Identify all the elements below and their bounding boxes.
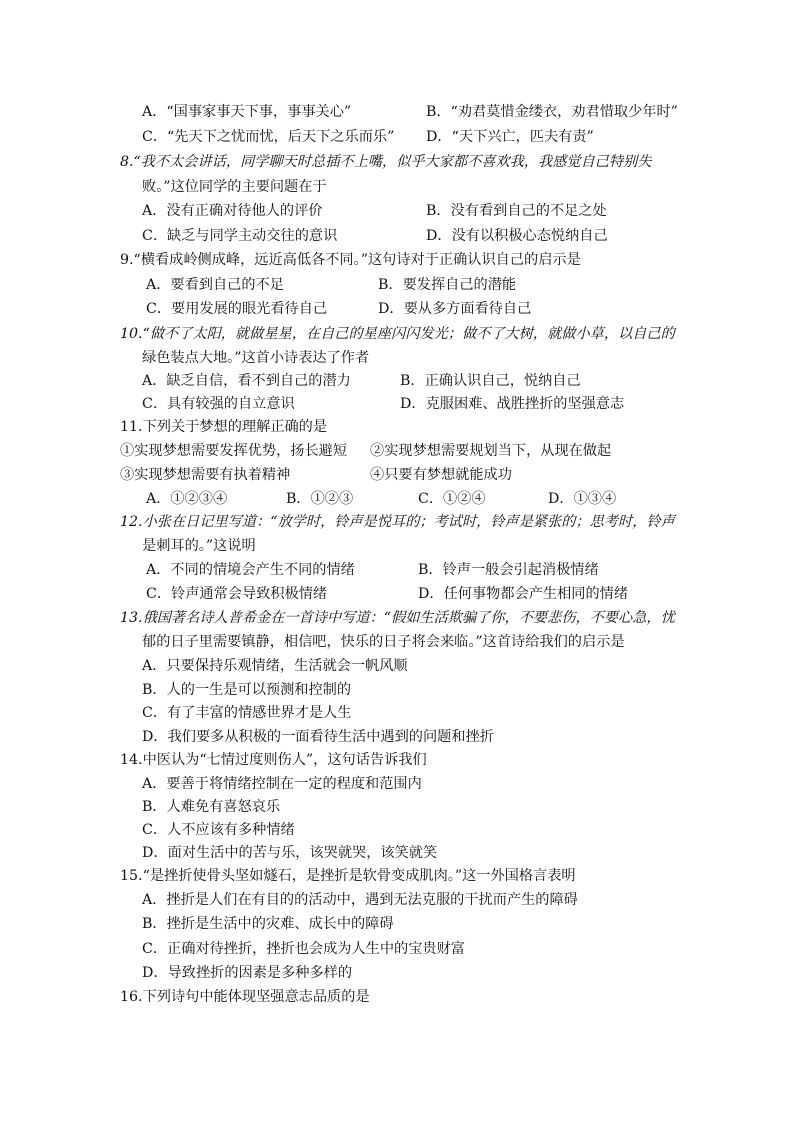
q14-stem: 14.中医认为“七情过度则伤人”，这句话告诉我们 [120, 752, 427, 768]
q10-stem-line1: 10.“做不了太阳，就做星星，在自己的星座闪闪发光；做不了大树，就做小草，以自己的 [120, 326, 675, 342]
q15-option-b: B．挫折是生活中的灾难、成长中的障碍 [142, 916, 394, 932]
q8-option-b: B．没有看到自己的不足之处 [426, 203, 607, 219]
q15-option-c: C．正确对待挫折，挫折也会成为人生中的宝贵财富 [142, 941, 465, 957]
q12-option-b: B．铃声一般会引起消极情绪 [418, 562, 599, 578]
q14-option-b: B．人难免有喜怒哀乐 [142, 799, 281, 815]
q13-option-d: D．我们要多从积极的一面看待生活中遇到的问题和挫折 [142, 729, 494, 745]
q7-option-c: C．“先天下之忧而忧，后天下之乐而乐” [142, 129, 395, 145]
q11-option-c: C．①②④ [418, 491, 486, 507]
q10-option-a: A．缺乏自信，看不到自己的潜力 [142, 373, 351, 389]
q11-statement-1: ①实现梦想需要发挥优势，扬长避短 [120, 443, 348, 459]
q9-option-c: C．要用发展的眼光看待自己 [146, 301, 328, 317]
q10-option-d: D．克服困难、战胜挫折的坚强意志 [400, 396, 625, 412]
q9-option-b: B．要发挥自己的潜能 [378, 277, 517, 293]
q11-statement-2: ②实现梦想需要规划当下，从现在做起 [370, 443, 612, 459]
q9-stem: 9.“横看成岭侧成峰，远近高低各不同。”这句诗对于正确认识自己的启示是 [120, 252, 581, 268]
q12-option-c: C．铃声通常会导致积极情绪 [146, 586, 328, 602]
q9-option-a: A．要看到自己的不足 [146, 277, 284, 293]
q8-option-a: A．没有正确对待他人的评价 [142, 203, 323, 219]
q12-stem-line2: 是刺耳的。”这说明 [142, 538, 256, 554]
q13-option-b: B．人的一生是可以预测和控制的 [142, 682, 352, 698]
q10-stem-line2: 绿色装点大地。”这首小诗表达了作者 [142, 350, 370, 366]
q13-stem-line1: 13.俄国著名诗人普希金在一首诗中写道：“假如生活欺骗了你，不要悲伤，不要心急，忧 [120, 610, 675, 626]
q15-stem: 15.“是挫折使骨头坚如燧石，是挫折是软骨变成肌肉。”这一外国格言表明 [120, 868, 576, 884]
q12-stem-line1: 12.小张在日记里写道：“放学时，铃声是悦耳的；考试时，铃声是紧张的；思考时，铃声 [120, 514, 675, 530]
q10-option-b: B．正确认识自己，悦纳自己 [400, 373, 581, 389]
q11-statement-3: ③实现梦想需要有执着精神 [120, 467, 291, 483]
q9-option-d: D．要从多方面看待自己 [378, 301, 532, 317]
q12-option-d: D．任何事物都会产生相同的情绪 [418, 586, 629, 602]
q11-stem: 11.下列关于梦想的理解正确的是 [120, 419, 328, 435]
q12-option-a: A．不同的情境会产生不同的情绪 [146, 562, 355, 578]
q14-option-d: D．面对生活中的苦与乐，该哭就哭，该笑就笑 [142, 845, 438, 861]
q15-option-d: D．导致挫折的因素是多种多样的 [142, 965, 353, 981]
q7-option-a: A．“国事家事天下事，事事关心” [142, 104, 352, 120]
q8-option-c: C．缺乏与同学主动交往的意识 [142, 228, 338, 244]
q11-option-a: A．①②③④ [146, 491, 228, 507]
q13-stem-line2: 郁的日子里需要镇静，相信吧，快乐的日子将会来临。”这首诗给我们的启示是 [142, 634, 625, 650]
q13-option-c: C．有了丰富的情感世界才是人生 [142, 705, 352, 721]
q11-option-d: D．①③④ [548, 491, 617, 507]
q15-option-a: A．挫折是人们在有目的的活动中，遇到无法克服的干扰而产生的障碍 [142, 892, 578, 908]
q16-stem: 16.下列诗句中能体现坚强意志品质的是 [120, 989, 370, 1005]
q11-option-b: B．①②③ [286, 491, 354, 507]
q13-option-a: A．只要保持乐观情绪，生活就会一帆风顺 [142, 658, 408, 674]
q7-option-b: B．“劝君莫惜金缕衣，劝君惜取少年时” [426, 104, 678, 120]
q7-option-d: D．“天下兴亡，匹夫有责” [426, 129, 594, 145]
q8-option-d: D．没有以积极心态悦纳自己 [426, 228, 608, 244]
q14-option-c: C．人不应该有多种情绪 [142, 822, 295, 838]
q8-stem-line2: 败。”这位同学的主要问题在于 [142, 179, 327, 195]
q10-option-c: C．具有较强的自立意识 [142, 396, 295, 412]
q8-stem-line1: 8.“我不太会讲话，同学聊天时总插不上嘴，似乎大家都不喜欢我，我感觉自己特别失 [120, 154, 652, 170]
q14-option-a: A．要善于将情绪控制在一定的程度和范围内 [142, 776, 422, 792]
q11-statement-4: ④只要有梦想就能成功 [370, 467, 512, 483]
